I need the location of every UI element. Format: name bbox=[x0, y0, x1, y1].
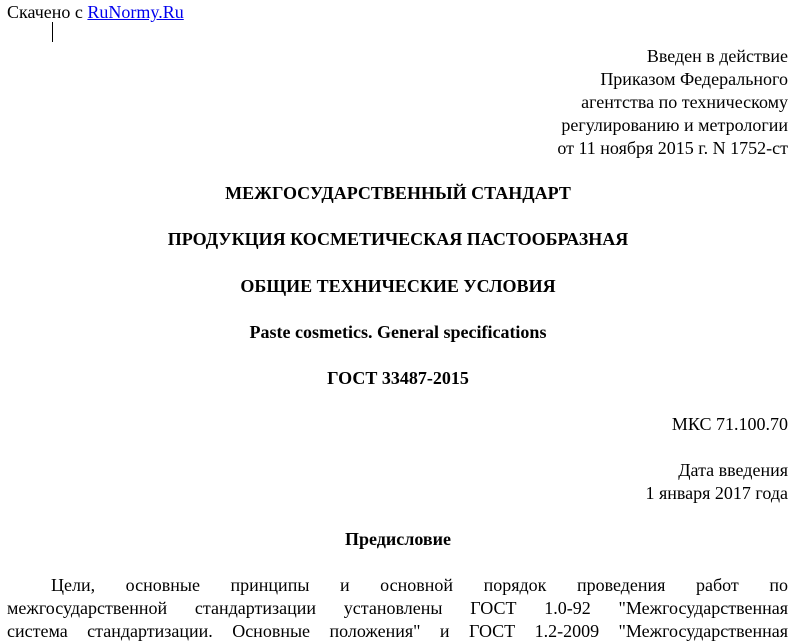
preface-line: межгосударственной стандартизации установлены ГОСТ 1.0-92 "Межгосударственная bbox=[7, 598, 788, 618]
enactment-line: Введен в действие bbox=[646, 46, 788, 66]
gost-number-heading: ГОСТ 33487-2015 bbox=[327, 368, 469, 388]
preface-paragraph bbox=[7, 574, 788, 643]
english-title-heading: Paste cosmetics. General specifications bbox=[249, 322, 547, 342]
preface-title: Предисловие bbox=[345, 529, 451, 549]
enactment-line: агентства по техническому bbox=[581, 92, 788, 112]
source-line bbox=[7, 1, 184, 23]
intro-date-label: Дата введения bbox=[678, 460, 788, 480]
enactment-line: от 11 ноября 2015 г. N 1752-ст bbox=[557, 138, 788, 158]
text-cursor bbox=[52, 22, 53, 42]
enactment-block bbox=[557, 45, 788, 160]
source-link[interactable]: RuNormy.Ru bbox=[87, 2, 184, 22]
enactment-line: Приказом Федерального bbox=[600, 69, 788, 89]
conditions-heading: ОБЩИЕ ТЕХНИЧЕСКИЕ УСЛОВИЯ bbox=[240, 276, 556, 296]
enactment-line: регулированию и метрологии bbox=[561, 115, 788, 135]
standard-type-heading: МЕЖГОСУДАРСТВЕННЫЙ СТАНДАРТ bbox=[225, 183, 571, 203]
mks-code: МКС 71.100.70 bbox=[671, 414, 788, 434]
product-heading: ПРОДУКЦИЯ КОСМЕТИЧЕСКАЯ ПАСТООБРАЗНАЯ bbox=[167, 229, 629, 249]
preface-line: Цели, основные принципы и основной порядок проведения работ по bbox=[51, 575, 788, 595]
source-prefix: Скачено с bbox=[7, 2, 88, 22]
preface-line: система стандартизации. Основные положения" и ГОСТ 1.2-2009 "Межгосударственная bbox=[7, 621, 788, 641]
intro-date-value: 1 января 2017 года bbox=[645, 483, 788, 503]
intro-date-block bbox=[645, 459, 788, 505]
